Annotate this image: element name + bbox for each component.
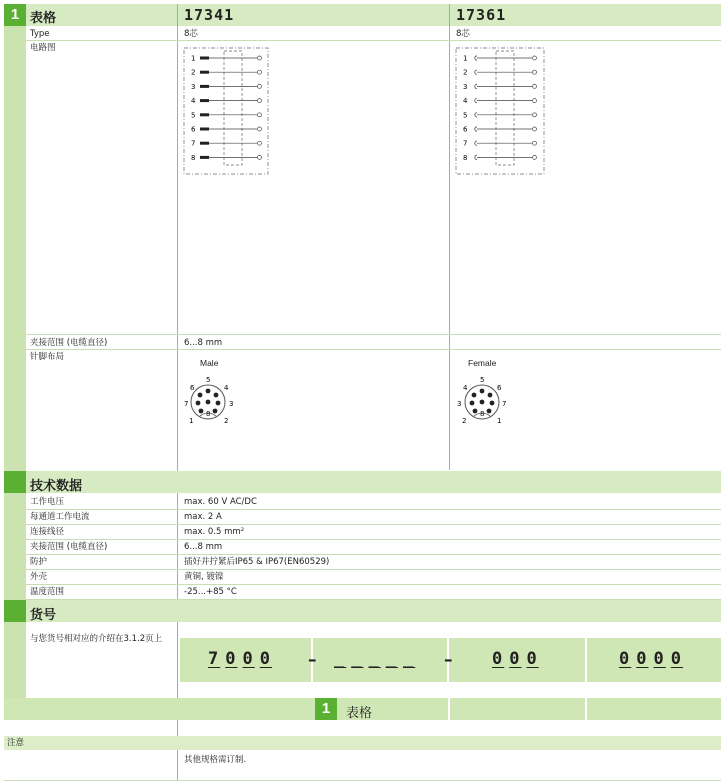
female-pin-2: 2 — [462, 417, 467, 425]
tech-row-value: max. 0.5 mm² — [184, 527, 245, 537]
circuit-pin-number: 5 — [463, 111, 468, 120]
tech-row-label: 每通道工作电流 — [30, 512, 90, 522]
circuit-diagram-female-group — [456, 48, 544, 174]
pinout-male-diagram — [180, 372, 240, 428]
notes-text: 其他规格需订制. — [184, 755, 247, 765]
notes-header-bar — [4, 736, 721, 750]
circuit-diagram-17361 — [454, 45, 550, 179]
notes-label: 注意 — [7, 738, 25, 748]
order-code-part3: 0 0 0 — [492, 649, 539, 669]
circuit-pin-number: 1 — [191, 54, 196, 63]
tech-row-value: -25...+85 °C — [184, 587, 237, 597]
circuit-pin-number: 6 — [463, 125, 468, 134]
male-pin-5: 5 — [206, 376, 211, 384]
order-code-part1: 7 0 0 0 — [208, 649, 272, 669]
tech-row-value: 插好并拧紧后IP65 & IP67(EN60529) — [184, 557, 330, 567]
circuit-pin-number: 7 — [191, 139, 196, 148]
tech-section-marker — [4, 471, 26, 493]
female-pin-6: 6 — [497, 384, 502, 392]
order-reference-note: 与您货号相对应的介绍在3.1.2页上 — [30, 634, 163, 644]
circuit-diagram-17341 — [182, 45, 272, 179]
order-code-part4: 0 0 0 0 — [619, 649, 683, 669]
pinout-female-diagram — [452, 372, 512, 428]
circuit-pin-number: 5 — [191, 111, 196, 120]
clamp-value: 6...8 mm — [184, 338, 223, 348]
tech-row-value: 黄铜, 镀镍 — [184, 572, 224, 582]
order-section-marker — [4, 600, 26, 622]
column-title-17361: 17361 — [456, 6, 507, 24]
female-pin-5: 5 — [480, 376, 485, 384]
circuit-pin-number: 1 — [463, 54, 468, 63]
circuit-pin-number: 6 — [191, 125, 196, 134]
left-side-strip — [4, 26, 26, 698]
female-pin-8: 8 — [480, 410, 485, 418]
female-pin-3: 3 — [457, 400, 462, 408]
order-code-separator-1: – — [308, 650, 317, 670]
order-code-separator-2: – — [444, 650, 453, 670]
type-label: Type — [30, 29, 50, 39]
pinout-label: 针脚布局 — [30, 352, 65, 362]
circuit-pin-number: 3 — [463, 82, 468, 91]
tech-row-label: 外壳 — [30, 572, 48, 582]
tech-row-label: 连接线径 — [30, 527, 65, 537]
male-pin-4: 4 — [224, 384, 229, 392]
order-header-bar — [26, 600, 721, 622]
divider-main — [177, 4, 178, 780]
circuit-pin-number: 4 — [191, 97, 196, 106]
footer-tab-label[interactable]: 表格 — [346, 705, 373, 720]
order-section-title: 货号 — [30, 607, 57, 622]
tech-section-title: 技术数据 — [30, 478, 83, 493]
pinout-female-caption: Female — [468, 358, 497, 368]
circuit-pin-number: 8 — [463, 153, 468, 162]
clamp-label: 夹接范围 (电缆直径) — [30, 338, 108, 348]
tech-row-label: 夹接范围 (电缆直径) — [30, 542, 108, 552]
female-pin-7: 7 — [502, 400, 507, 408]
column-title-17341: 17341 — [184, 6, 235, 24]
male-pin-1: 1 — [189, 417, 194, 425]
section-title: 表格 — [30, 10, 57, 25]
divider-col2 — [449, 4, 450, 470]
type-value-17341: 8芯 — [184, 29, 198, 39]
circuit-pin-number: 2 — [191, 68, 196, 77]
footer-tab-number[interactable]: 1 — [315, 698, 337, 720]
tech-row-value: max. 60 V AC/DC — [184, 497, 257, 507]
tech-row-value: max. 2 A — [184, 512, 222, 522]
tech-row-value: 6...8 mm — [184, 542, 223, 552]
circuit-pin-number: 8 — [191, 153, 196, 162]
male-pin-6: 6 — [190, 384, 195, 392]
header-bar — [26, 4, 721, 26]
tech-header-bar — [26, 471, 721, 493]
male-pin-8: 8 — [206, 410, 211, 418]
circuit-pin-number: 2 — [463, 68, 468, 77]
male-pin-3: 3 — [229, 400, 234, 408]
circuit-pin-number: 3 — [191, 82, 196, 91]
tech-row-label: 防护 — [30, 557, 48, 567]
circuit-pin-number: 7 — [463, 139, 468, 148]
female-pin-4: 4 — [463, 384, 468, 392]
circuit-pin-number: 4 — [463, 97, 468, 106]
male-pin-2: 2 — [224, 417, 229, 425]
section-number: 1 — [4, 4, 26, 26]
circuit-label: 电路图 — [30, 43, 56, 53]
type-value-17361: 8芯 — [456, 29, 470, 39]
circuit-diagram-male-group — [184, 48, 268, 174]
pinout-male-caption: Male — [200, 358, 219, 368]
order-code-part2-blank[interactable]: _ _ _ _ _ — [334, 649, 416, 669]
tech-row-label: 工作电压 — [30, 497, 65, 507]
male-pin-7: 7 — [184, 400, 189, 408]
female-pin-1: 1 — [497, 417, 502, 425]
tech-row-label: 温度范围 — [30, 587, 65, 597]
